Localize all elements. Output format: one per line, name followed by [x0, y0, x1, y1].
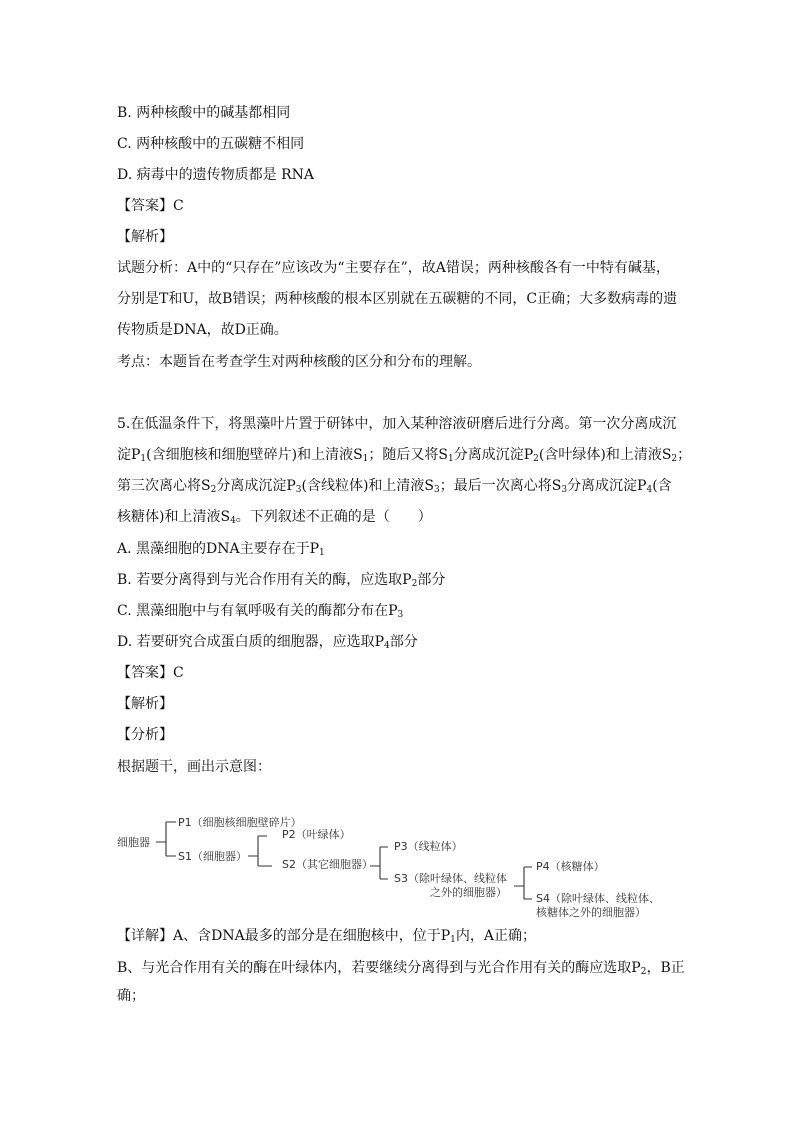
q5-option-c: C. 黑藻细胞中与有氧呼吸有关的酶都分布在$P_3$ [117, 603, 404, 620]
q5-analysis-heading: 【解析】 [117, 696, 173, 712]
q5-stem-line-2: 淀$P_1$(含细胞核和细胞壁碎片)和上清液$S_1$；随后又将$S_1$分离成沉淀$P_2$(含叶绿体)和上清液$S_2$； [117, 447, 692, 464]
q5-stem-line-1: 5.在低温条件下，将黑藻叶片置于研钵中，加入某种溶液研磨后进行分离。第一次分离成沉 [117, 416, 677, 432]
q5-detail-a: 【详解】A、含DNA最多的部分是在细胞核中，位于$P_1$内，A正确； [117, 928, 536, 945]
diagram-p4: P4（核糖体） [536, 860, 605, 873]
q5-answer: 【答案】C [117, 665, 184, 681]
q5-option-a: A. 黑藻细胞的DNA主要存在于$P_1$ [117, 541, 325, 558]
diagram-p3: P3（线粒体） [394, 840, 463, 853]
q5-option-b: B. 若要分离得到与光合作用有关的酶，应选取$P_2$部分 [117, 572, 446, 589]
q4-analysis-line-2: 分别是T和U，故B错误；两种核酸的根本区别就在五碳糖的不同，C正确；大多数病毒的遗 [117, 291, 678, 307]
diagram-s4-line-2: 核糖体之外的细胞器） [536, 906, 646, 919]
diagram-s1: S1（细胞器） [178, 850, 247, 863]
q4-answer: 【答案】C [117, 198, 184, 214]
bracket-root [156, 822, 176, 856]
q5-detail-b: B、与光合作用有关的酶在叶绿体内，若要继续分离得到与光合作用有关的酶应选取$P_2$，B正 [117, 960, 685, 977]
bracket-s3 [514, 867, 532, 899]
q5-detail-b-cont: 确； [117, 988, 145, 1004]
q4-option-c: C. 两种核酸中的五碳糖不相同 [117, 136, 305, 152]
q4-analysis-line-3: 传物质是DNA，故D正确。 [117, 322, 288, 338]
q5-stem-line-3: 第三次离心将$S_2$分离成沉淀$P_3$(含线粒体)和上清液$S_3$；最后一次离心将$S_3$分离成沉淀$P_4$(含 [117, 478, 672, 495]
q5-stem-line-4: 核糖体)和上清液$S_4$。下列叙述不正确的是（ ） [117, 509, 432, 526]
diagram-root: 细胞器 [117, 836, 150, 849]
q5-fenxi-heading: 【分析】 [117, 727, 173, 743]
q4-analysis-heading: 【解析】 [117, 229, 173, 245]
diagram-p2: P2（叶绿体） [282, 828, 351, 841]
bracket-s1 [248, 836, 272, 866]
diagram-s4-line-1: S4（除叶绿体、线粒体、 [536, 892, 660, 905]
q4-option-b: B. 两种核酸中的碱基都相同 [117, 105, 291, 121]
q4-option-d: D. 病毒中的遗传物质都是 RNA [117, 167, 314, 183]
diagram-s3-line-2: 之外的细胞器） [430, 886, 507, 899]
q4-kaodian: 考点：本题旨在考查学生对两种核酸的区分和分布的理解。 [117, 354, 481, 370]
diagram-s3-line-1: S3（除叶绿体、线粒体 [394, 872, 507, 885]
diagram-p1: P1（细胞核细胞壁碎片） [178, 816, 302, 829]
fractionation-diagram [112, 808, 672, 926]
q5-option-d: D. 若要研究合成蛋白质的细胞器，应选取$P_4$部分 [117, 634, 418, 651]
q5-diagram-intro: 根据题干，画出示意图： [117, 759, 271, 775]
q4-analysis-line-1: 试题分析：A中的“只存在”应该改为“主要存在”，故A错误；两种核酸各有一中特有碱基， [117, 260, 670, 276]
diagram-s2: S2（其它细胞器） [282, 858, 373, 871]
